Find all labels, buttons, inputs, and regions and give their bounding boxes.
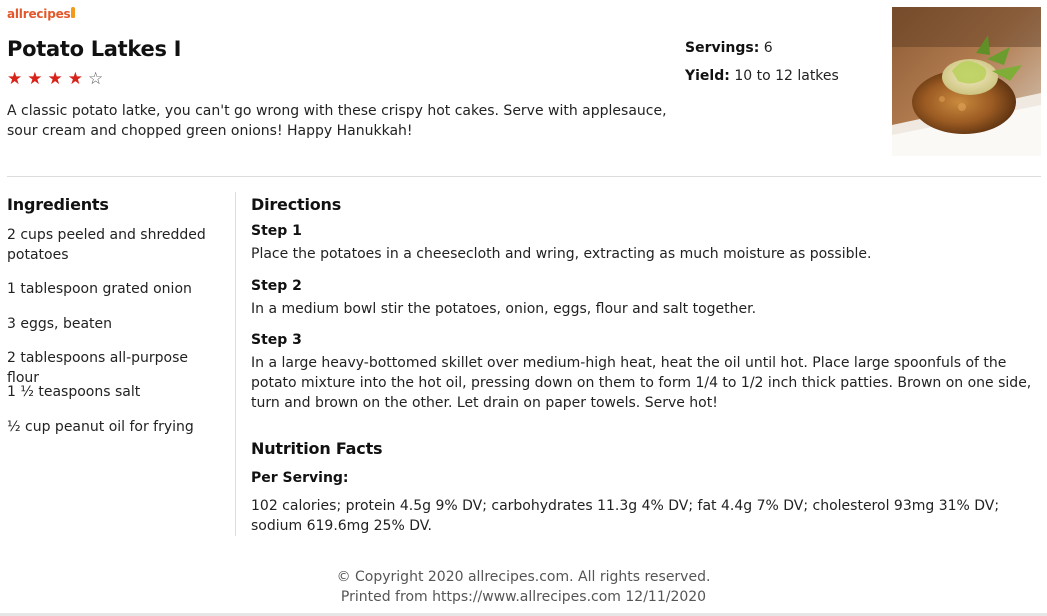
recipe-description: A classic potato latke, you can't go wrong with these crispy hot cakes. Serve with applesauce, sour cream and chopped green onions! Happy Hanukkah! bbox=[7, 103, 667, 139]
ingredient-item: 1 ½ teaspoons salt bbox=[7, 384, 141, 400]
logo-flame-icon bbox=[71, 7, 75, 18]
star-filled-icon: ★ bbox=[67, 69, 83, 89]
star-empty-icon: ☆ bbox=[88, 69, 104, 89]
ingredient-item: 1 tablespoon grated onion bbox=[7, 281, 192, 297]
step-1-title: Step 1 bbox=[251, 223, 302, 239]
ingredients-heading: Ingredients bbox=[7, 195, 109, 214]
step-2-title: Step 2 bbox=[251, 278, 302, 294]
recipe-photo bbox=[892, 7, 1041, 156]
copyright-text: © Copyright 2020 allrecipes.com. All rights reserved. bbox=[336, 569, 711, 585]
step-1-text: Place the potatoes in a cheesecloth and wring, extracting as much moisture as possible. bbox=[251, 246, 872, 262]
allrecipes-logo bbox=[7, 7, 75, 21]
servings-label: Servings: bbox=[685, 40, 760, 56]
ingredient-item: 2 tablespoons all-purpose flour bbox=[7, 350, 189, 386]
logo-text: allrecipes bbox=[7, 7, 71, 21]
printed-from-text: Printed from https://www.allrecipes.com 12/11/2020 bbox=[340, 589, 707, 605]
recipe-title: Potato Latkes I bbox=[7, 37, 182, 61]
per-serving-label: Per Serving: bbox=[251, 470, 349, 486]
nutrition-heading: Nutrition Facts bbox=[251, 439, 383, 458]
ingredients-section bbox=[7, 194, 222, 435]
yield-label: Yield: bbox=[685, 68, 730, 84]
yield-row bbox=[685, 66, 839, 86]
step-3-title: Step 3 bbox=[251, 332, 302, 348]
ingredient-item: 2 cups peeled and shredded potatoes bbox=[7, 227, 206, 263]
star-filled-icon: ★ bbox=[27, 69, 43, 89]
step-3-text: In a large heavy-bottomed skillet over medium-high heat, heat the oil until hot. Place large spoonfuls of the potato mixture into the hot oil, pressing down on them to form 1/4 to 1/2 inch thick patties. Brown on one side, turn and brown on the other. Let drain on paper towels. Serve hot! bbox=[251, 355, 1032, 411]
nutrition-text: 102 calories; protein 4.5g 9% DV; carbohydrates 11.3g 4% DV; fat 4.4g 7% DV; cholesterol 93mg 31% DV; sodium 619.6mg 25% DV. bbox=[251, 498, 1000, 534]
star-filled-icon: ★ bbox=[7, 69, 23, 89]
ingredient-item: 3 eggs, beaten bbox=[7, 316, 112, 332]
page-footer bbox=[0, 567, 1047, 607]
yield-value: 10 to 12 latkes bbox=[734, 68, 839, 84]
star-rating bbox=[7, 69, 103, 89]
ingredient-item: ½ cup peanut oil for frying bbox=[7, 419, 194, 435]
directions-heading: Directions bbox=[251, 195, 342, 214]
latke-photo-image bbox=[892, 7, 1041, 156]
recipe-meta bbox=[685, 38, 839, 94]
directions-section bbox=[251, 194, 1043, 534]
header-divider bbox=[7, 176, 1041, 177]
servings-value: 6 bbox=[763, 40, 773, 56]
step-2-text: In a medium bowl stir the potatoes, onion, eggs, flour and salt together. bbox=[251, 301, 757, 317]
column-divider bbox=[235, 192, 236, 536]
servings-row bbox=[685, 38, 839, 58]
star-filled-icon: ★ bbox=[47, 69, 63, 89]
